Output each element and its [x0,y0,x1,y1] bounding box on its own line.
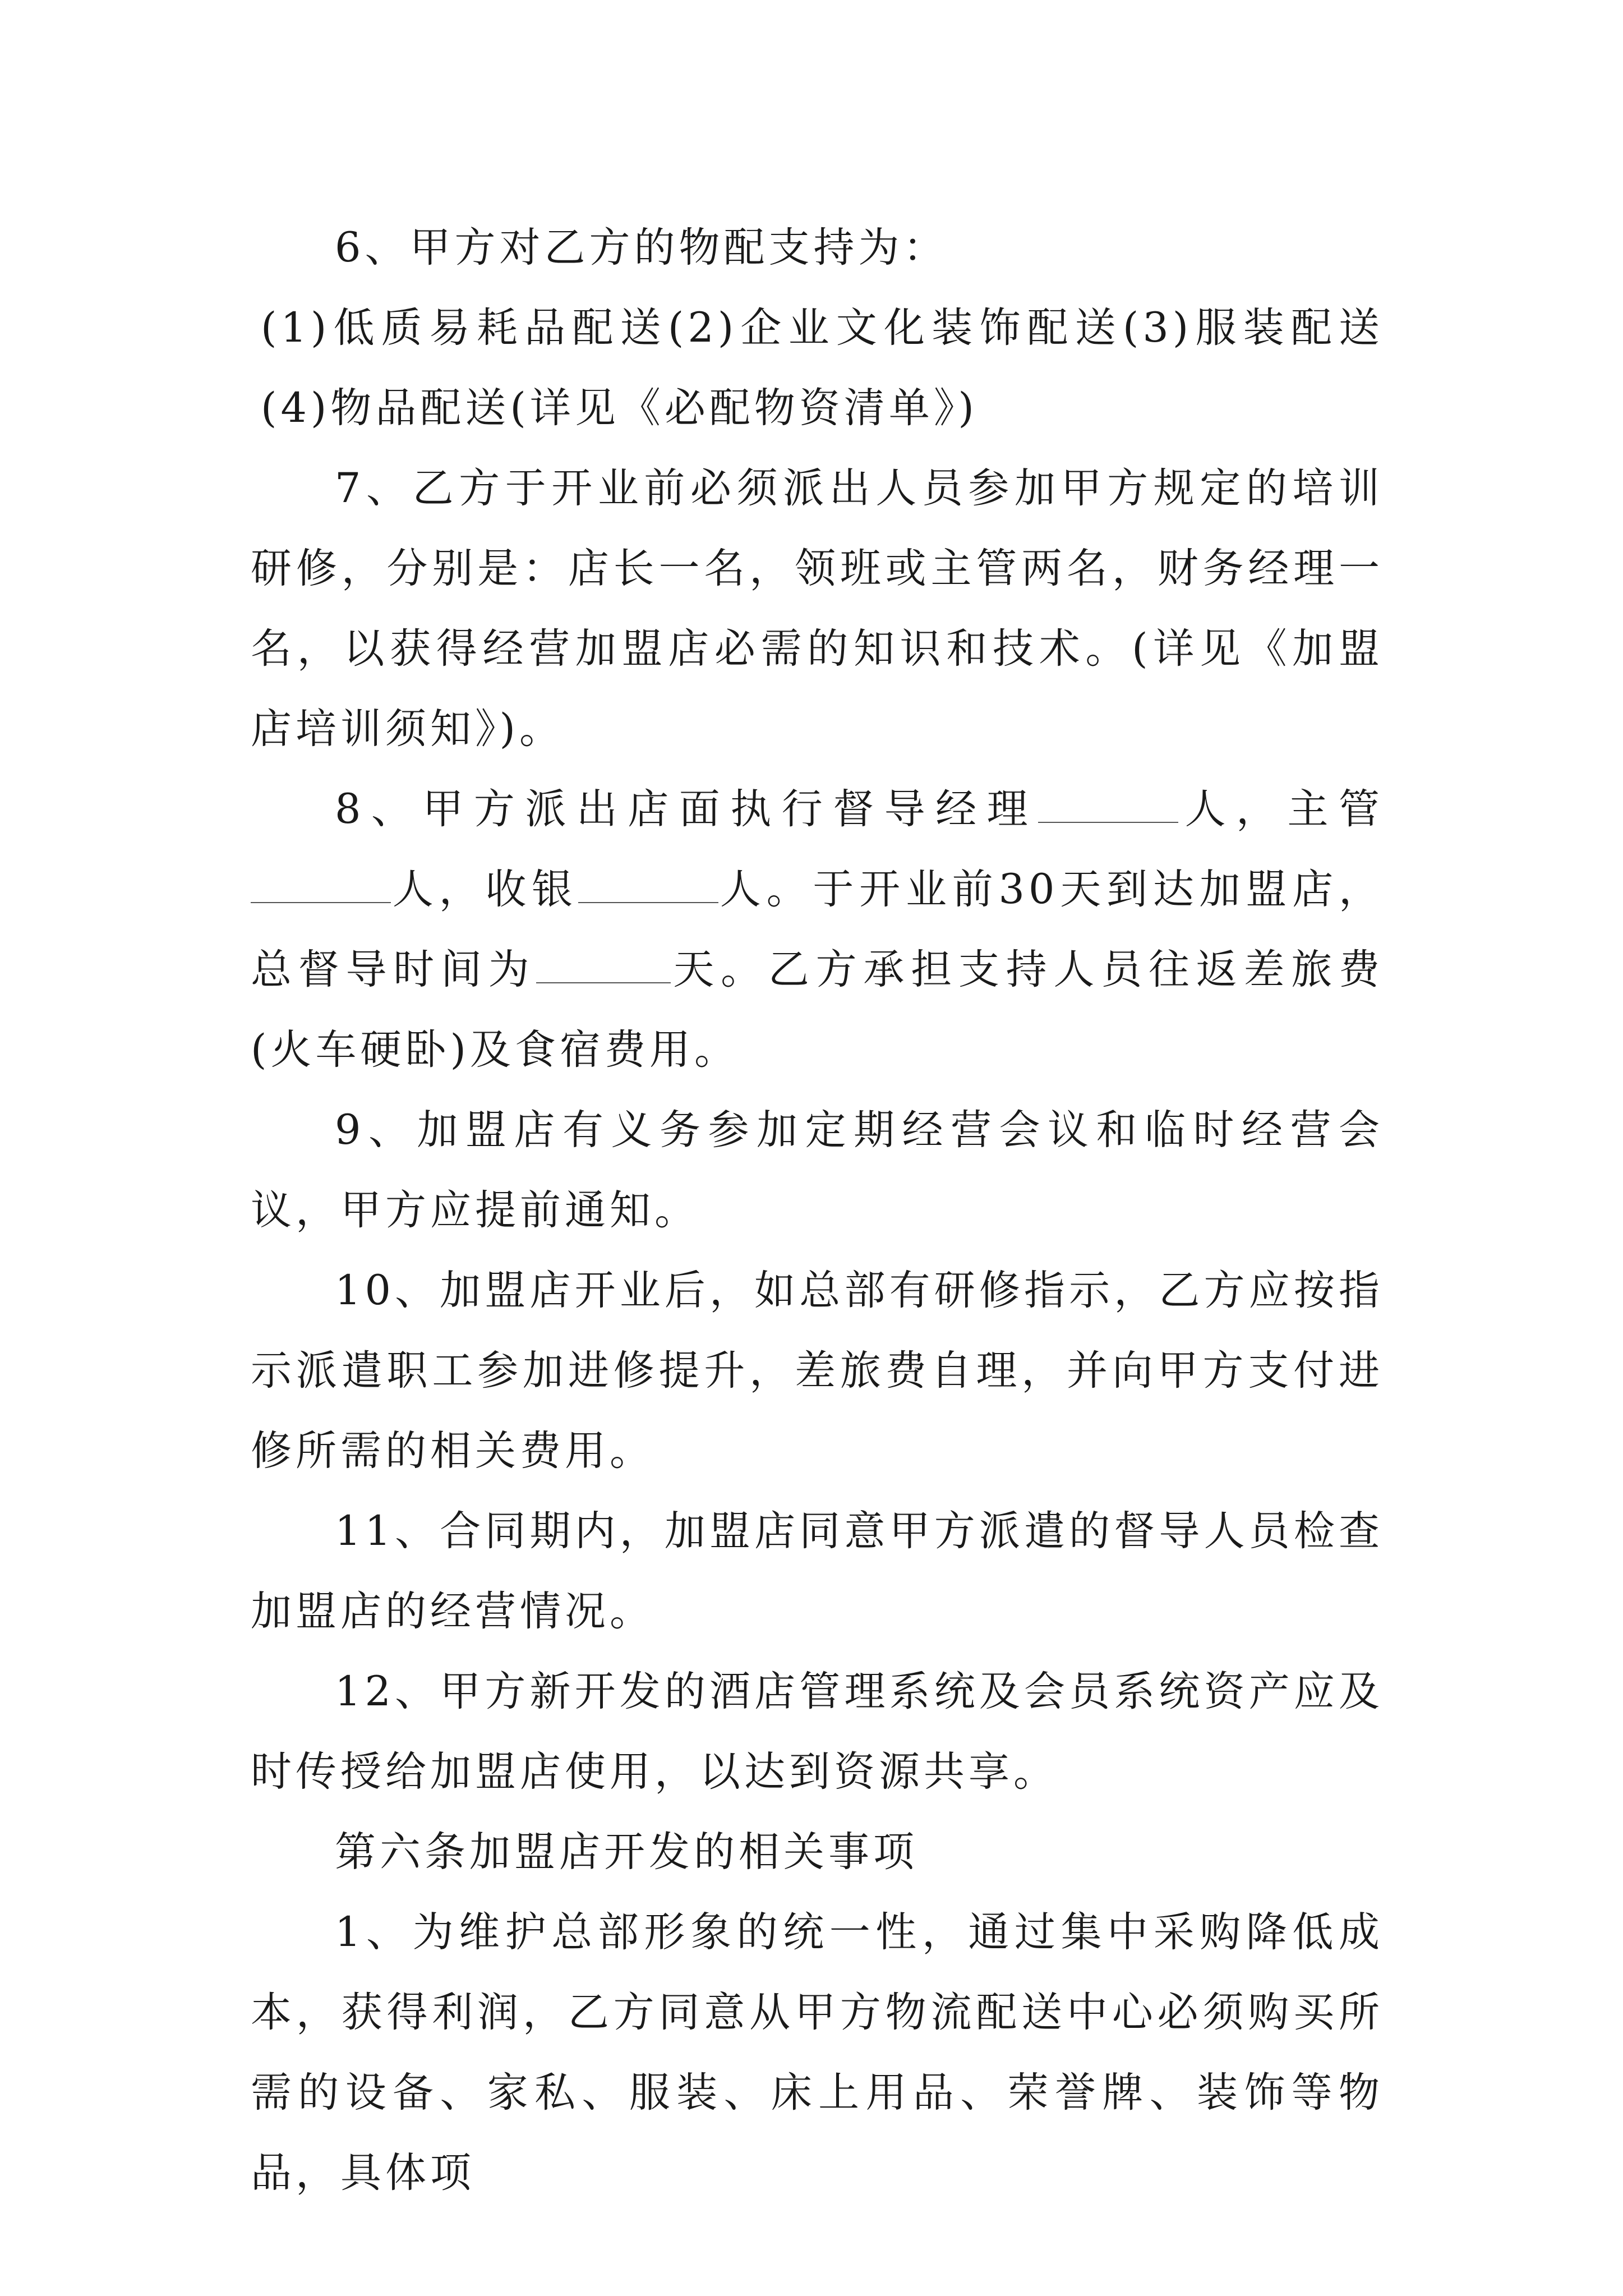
item-8-text-3: 人，收银 [391,866,578,913]
paragraph-supply-list: (1)低质易耗品配送(2)企业文化装饰配送(3)服装配送(4)物品配送(详见《必配物资清单》) [261,304,1384,432]
paragraph-item-11: 11、合同期内，加盟店同意甲方派遣的督导人员检查加盟店的经营情况。 [251,1507,1384,1635]
section-heading-article-6: 第六条加盟店开发的相关事项 [335,1828,918,1876]
paragraph-article-6-item-1: 1、为维护总部形象的统一性，通过集中采购降低成本，获得利润，乙方同意从甲方物流配送中心必须购买所需的设备、家私、服装、床上用品、荣誉牌、装饰等物品，具体项 [251,1908,1384,2197]
blank-supervisor-count[interactable] [251,868,391,903]
document-body [251,208,1384,2213]
paragraph-item-10: 10、加盟店开业后，如总部有研修指示，乙方应按指示派遣职工参加进修提升，差旅费自理，并向甲方支付进修所需的相关费用。 [251,1267,1384,1475]
paragraph-item-6: 6、甲方对乙方的物配支持为： [335,224,948,272]
paragraph-item-12: 12、甲方新开发的酒店管理系统及会员系统资产应及时传授给加盟店使用，以达到资源共享。 [251,1668,1384,1796]
item-8-text-1: 8、甲方派出店面执行督导经理 [335,785,1039,833]
paragraph-item-9: 9、加盟店有义务参加定期经营会议和临时经营会议，甲方应提前通知。 [251,1106,1384,1234]
paragraph-item-8 [251,769,1384,1090]
blank-supervision-days[interactable] [536,949,671,983]
blank-cashier-count[interactable] [578,868,718,903]
item-8-text-4: 人。于开业前30天到达加盟店，总督导时间为 [251,866,1384,993]
item-8-text-5: 天。乙方承担支持人员往返差旅费(火车硬卧)及食宿费用。 [251,946,1384,1074]
blank-supervisor-manager-count[interactable] [1038,788,1178,823]
paragraph-item-7: 7、乙方于开业前必须派出人员参加甲方规定的培训研修，分别是：店长一名，领班或主管两名，财务经理一名，以获得经营加盟店必需的知识和技术。(详见《加盟店培训须知》)。 [251,464,1384,753]
item-8-text-2: 人，主管 [1178,785,1384,833]
